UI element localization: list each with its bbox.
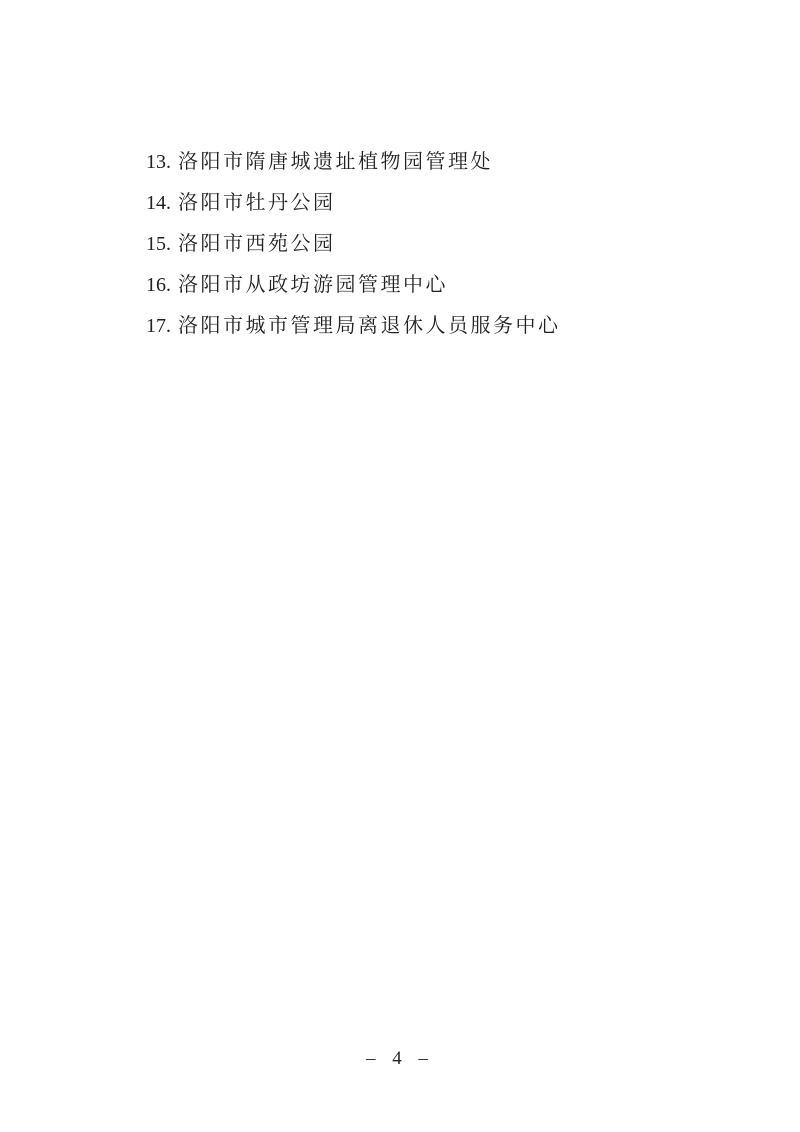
list-item-number: 13. [146, 151, 171, 173]
list-item [146, 265, 740, 306]
list-item-number: 14. [146, 192, 171, 214]
list-item-number: 16. [146, 274, 171, 296]
list-item-text: 洛阳市隋唐城遗址植物园管理处 [178, 151, 493, 173]
list-item [146, 142, 740, 183]
page-number: – 4 – [366, 1048, 434, 1069]
list-item [146, 224, 740, 265]
list-item-number: 15. [146, 233, 171, 255]
list-item-text: 洛阳市从政坊游园管理中心 [178, 274, 448, 296]
numbered-list [146, 142, 740, 347]
list-item [146, 183, 740, 224]
list-item-text: 洛阳市城市管理局离退休人员服务中心 [178, 315, 561, 337]
list-item [146, 306, 740, 347]
list-item-text: 洛阳市牡丹公园 [178, 192, 336, 214]
list-item-text: 洛阳市西苑公园 [178, 233, 336, 255]
list-item-number: 17. [146, 315, 171, 337]
page-footer [0, 1048, 800, 1070]
